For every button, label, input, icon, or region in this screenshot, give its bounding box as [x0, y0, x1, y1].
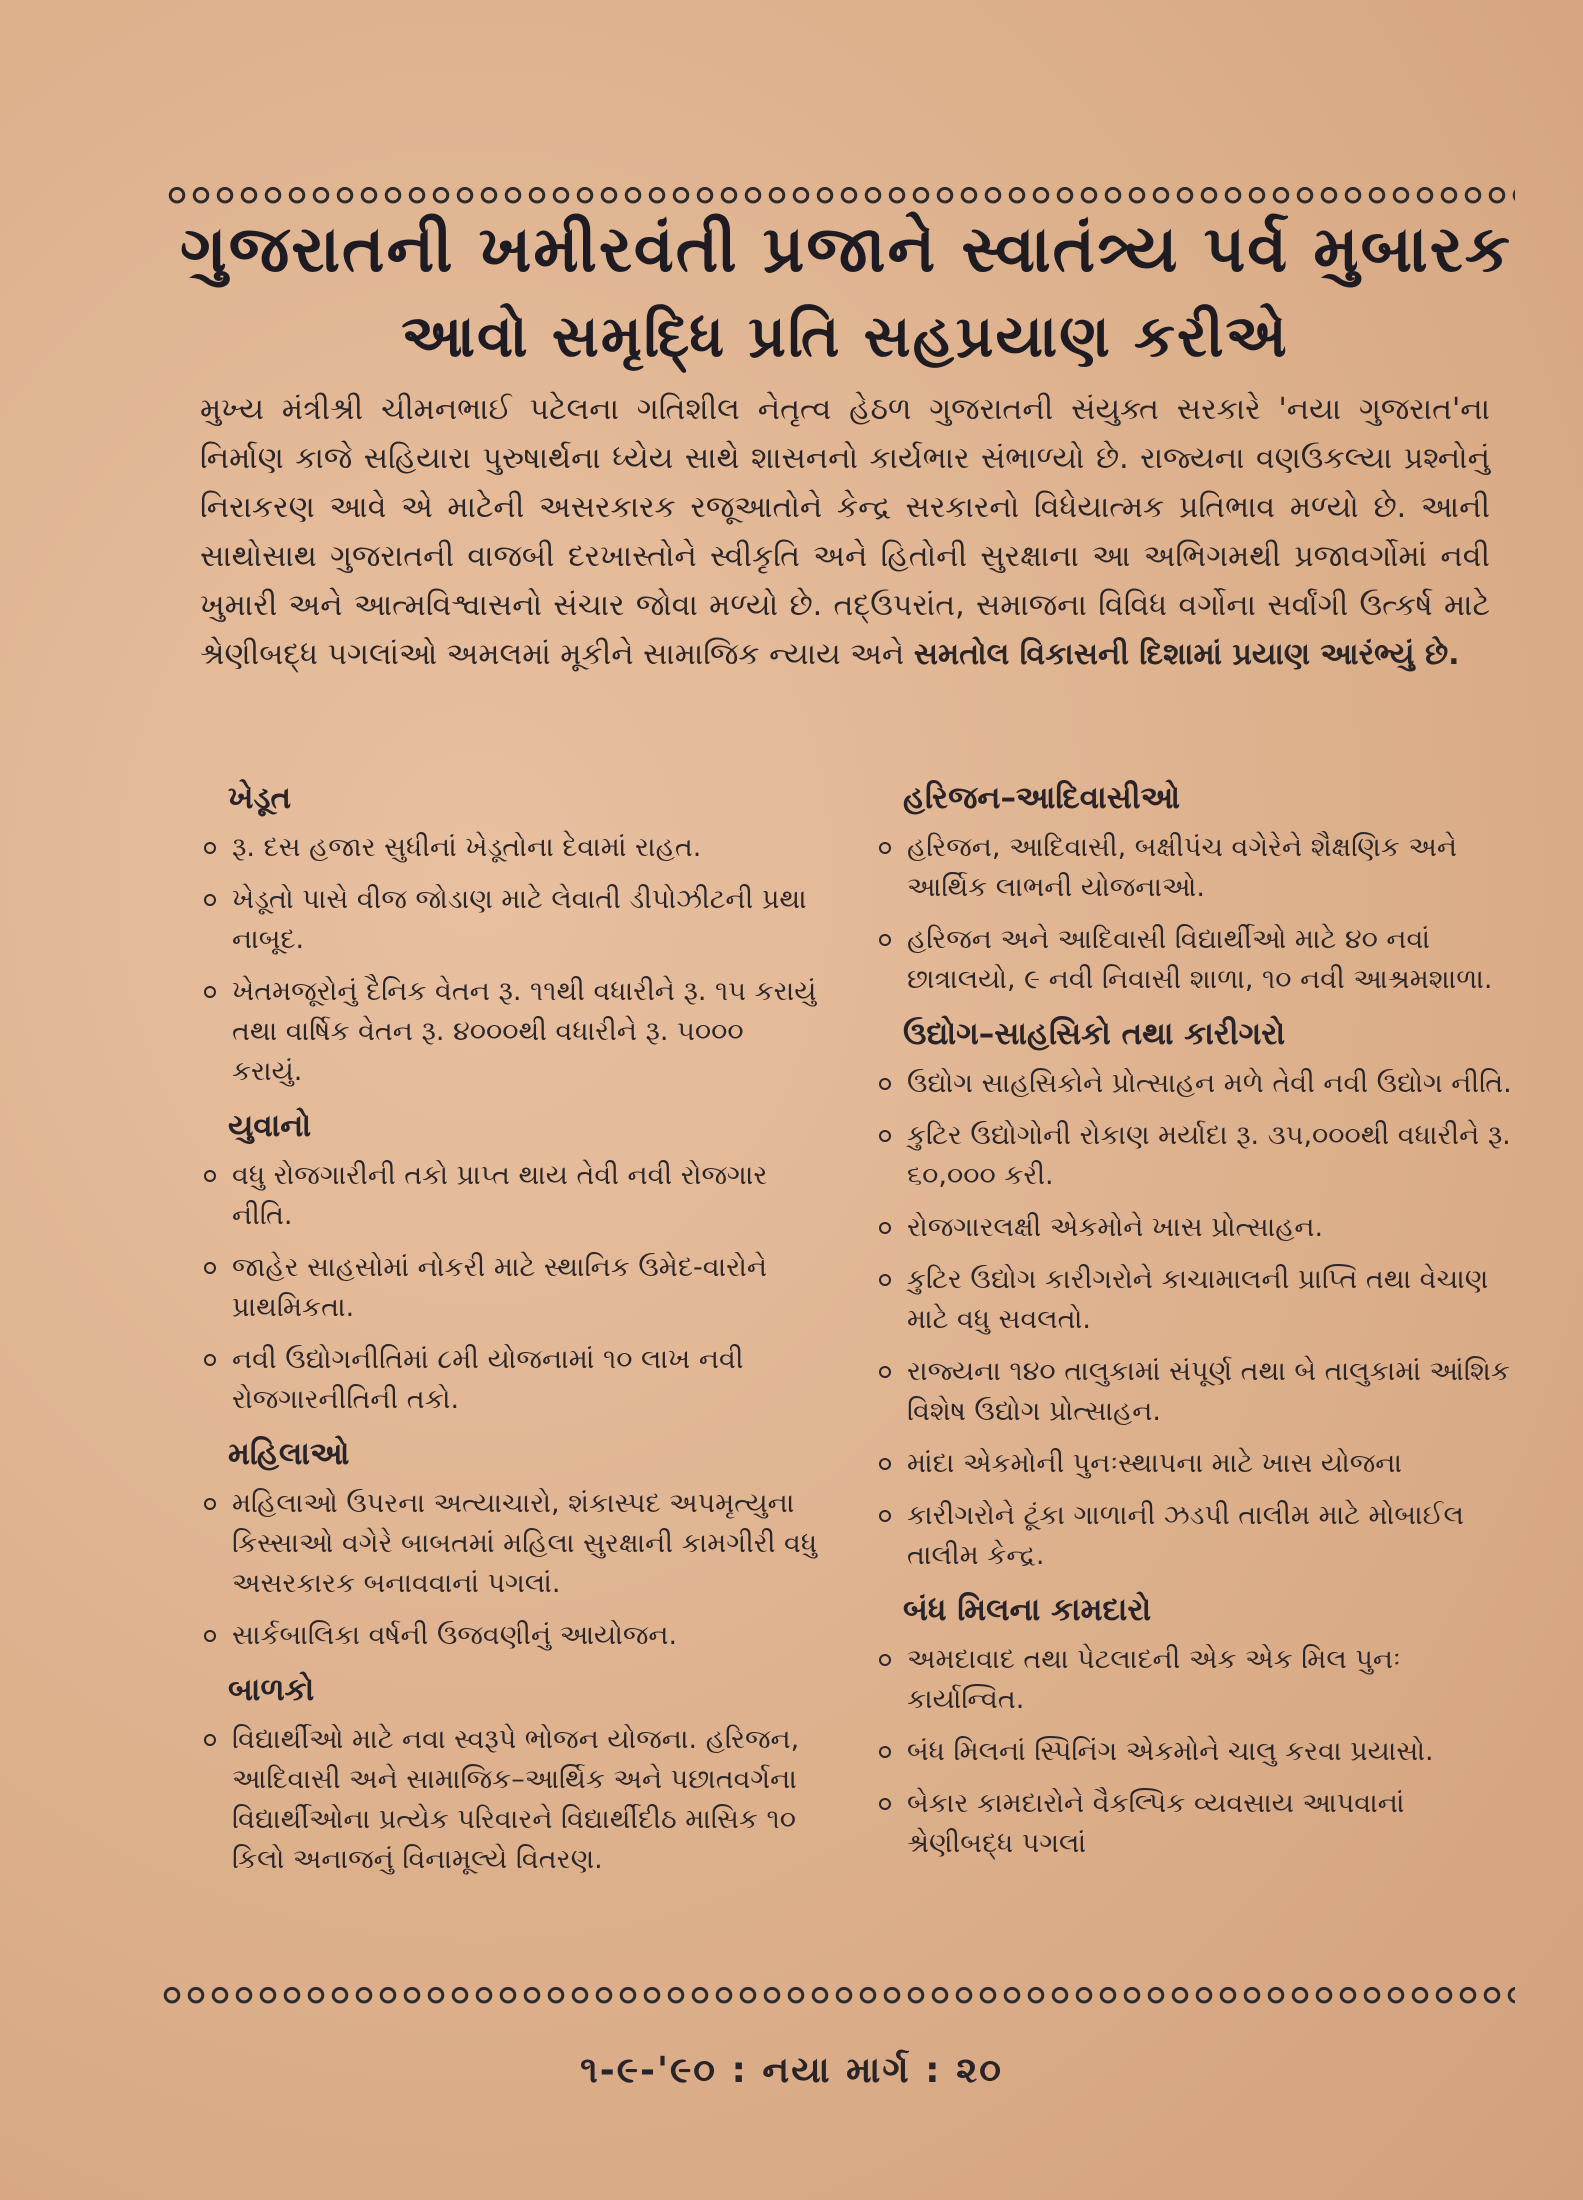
bullet-icon: [204, 1734, 216, 1746]
right-column: [875, 778, 1515, 1878]
intro-tail: સમતોલ વિકાસની દિશામાં પ્રયાણ આરંભ્યું છે.: [913, 637, 1460, 672]
bullet-icon: [879, 1458, 891, 1470]
list-item-text: સાર્કબાલિકા વર્ષની ઉજવણીનું આયોજન.: [232, 1620, 678, 1651]
list-item: [875, 920, 1515, 1000]
page-footer: ૧-૯-'૯૦ : નયા માર્ગ : ૨૦: [580, 2050, 1003, 2091]
section-title: મહિલાઓ: [228, 1436, 350, 1472]
intro-paragraph: [200, 385, 1490, 679]
list-item-text: નવી ઉદ્યોગનીતિમાં ૮મી યોજનામાં ૧૦ લાખ નવી રોજગારનીતિની તકો.: [232, 1344, 744, 1415]
list-item-text: કુટિર ઉદ્યોગોની રોકાણ મર્યાદા રૂ. ૩૫,૦૦૦થી વધારીને રૂ. ૬૦,૦૦૦ કરી.: [907, 1120, 1511, 1191]
section: [875, 778, 1515, 1000]
list-item-text: બંધ મિલનાં સ્પિનિંગ એકમોને ચાલુ કરવા પ્રયાસો.: [907, 1736, 1434, 1767]
bullet-icon: [879, 842, 891, 854]
bullet-icon: [204, 1498, 216, 1510]
list-item-text: કુટિર ઉદ્યોગ કારીગરોને કાચામાલની પ્રાપ્તિ તથા વેચાણ માટે વધુ સવલતો.: [907, 1264, 1489, 1335]
list-item: [200, 828, 820, 868]
list-item: [875, 1260, 1515, 1340]
list-item: [200, 1616, 820, 1656]
bullet-icon: [204, 1170, 216, 1182]
bullet-icon: [879, 1746, 891, 1758]
list-item-text: રાજ્યના ૧૪૦ તાલુકામાં સંપૂર્ણ તથા બે તાલુકામાં આંશિક વિશેષ ઉદ્યોગ પ્રોત્સાહન.: [907, 1356, 1510, 1427]
section: [200, 778, 820, 1092]
headline-line-1: ગુજરાતની ખમીરવંતી પ્રજાને સ્વાતંત્ર્ય પર્વ મુબારક: [180, 212, 1512, 287]
list-item: [200, 1720, 820, 1880]
list-item: [875, 1352, 1515, 1432]
list-item-text: બેકાર કામદારોને વૈકલ્પિક વ્યવસાય આપવાનાં શ્રેણીબદ્ધ પગલાં: [907, 1788, 1405, 1859]
section: [875, 1014, 1515, 1576]
decorative-border-top: [165, 182, 1515, 206]
list-item-text: રૂ. દસ હજાર સુધીનાં ખેડૂતોના દેવામાં રાહત.: [232, 832, 702, 863]
bullet-icon: [879, 934, 891, 946]
section-title: ઉદ્યોગ–સાહસિકો તથા કારીગરો: [903, 1016, 1286, 1052]
list-item-text: જાહેર સાહસોમાં નોકરી માટે સ્થાનિક ઉમેદ-વારોને પ્રાથમિકતા.: [232, 1252, 767, 1323]
list-item: [875, 1496, 1515, 1576]
list-item: [875, 1116, 1515, 1196]
list-item: [875, 1208, 1515, 1248]
list-item-text: ખેડૂતો પાસે વીજ જોડાણ માટે લેવાતી ડીપોઝીટની પ્રથા નાબૂદ.: [232, 884, 807, 955]
section-title: બાળકો: [228, 1672, 315, 1708]
list-item-text: ખેતમજૂરોનું દૈનિક વેતન રૂ. ૧૧થી વધારીને રૂ. ૧૫ કરાયું તથા વાર્ષિક વેતન રૂ. ૪૦૦૦થી વધારીને રૂ. ૫૦૦૦ કરાયું.: [232, 976, 817, 1087]
list-item: [200, 880, 820, 960]
section-title: હરિજન–આદિવાસીઓ: [903, 780, 1181, 816]
list-item-text: કારીગરોને ટૂંકા ગાળાની ઝડપી તાલીમ માટે મોબાઈલ તાલીમ કેન્દ્ર.: [907, 1500, 1464, 1571]
list-item: [200, 1156, 820, 1236]
bullet-icon: [879, 1654, 891, 1666]
section: [200, 1670, 820, 1880]
list-item-text: માંદા એકમોની પુનઃસ્થાપના માટે ખાસ યોજના: [907, 1448, 1403, 1479]
list-item: [875, 1640, 1515, 1720]
bullet-icon: [879, 1130, 891, 1142]
section-title: યુવાનો: [228, 1108, 312, 1144]
section: [200, 1106, 820, 1420]
list-item: [200, 1484, 820, 1604]
bullet-icon: [879, 1798, 891, 1810]
bullet-icon: [879, 1274, 891, 1286]
bullet-icon: [879, 1366, 891, 1378]
list-item-text: રોજગારલક્ષી એકમોને ખાસ પ્રોત્સાહન.: [907, 1212, 1324, 1243]
list-item-text: હરિજન અને આદિવાસી વિદ્યાર્થીઓ માટે ૪૦ નવાં છાત્રાલયો, ૯ નવી નિવાસી શાળા, ૧૦ નવી આશ્રમશાળા.: [907, 924, 1493, 995]
list-item: [875, 1064, 1515, 1104]
list-item: [200, 1340, 820, 1420]
bullet-icon: [204, 894, 216, 906]
section: [200, 1434, 820, 1656]
section-title: ખેડૂત: [228, 780, 292, 816]
list-item-text: વિદ્યાર્થીઓ માટે નવા સ્વરૂપે ભોજન યોજના. હરિજન, આદિવાસી અને સામાજિક–આર્થિક અને પછાતવર્ગના વિદ્યાર્થીઓના પ્રત્યેક પરિવારને વિદ્યાર્થીદીઠ માસિક ૧૦ કિલો અનાજનું વિનામૂલ્યે વિતરણ.: [232, 1724, 800, 1875]
left-column: [200, 778, 820, 1894]
list-item: [875, 1444, 1515, 1484]
intro-text: મુખ્ય મંત્રીશ્રી ચીમનભાઈ પટેલના ગતિશીલ નેતૃત્વ હેઠળ ગુજરાતની સંયુક્ત સરકારે 'નયા ગુજરાત'ના નિર્માણ કાજે સહિયારા પુરુષાર્થના ધ્યેય સાથે શાસનનો કાર્યભાર સંભાળ્યો છે. રાજ્યના વણઉકલ્યા પ્રશ્નોનું નિરાકરણ આવે એ માટેની અસરકારક રજૂઆતોને કેન્દ્ર સરકારનો વિધેયાત્મક પ્રતિભાવ મળ્યો છે. આની સાથોસાથ ગુજરાતની વાજબી દરખાસ્તોને સ્વીકૃતિ અને હિતોની સુરક્ષાના આ અભિગમથી પ્રજાવર્ગોમાં નવી ખુમારી અને આત્મવિશ્વાસનો સંચાર જોવા મળ્યો છે. તદ્ઉપરાંત, સમાજના વિવિધ વર્ગોના સર્વાંગી ઉત્કર્ષ માટે શ્રેણીબદ્ધ પગલાંઓ અમલમાં મૂકીને સામાજિક ન્યાય અને: [200, 392, 1490, 672]
decorative-border-bottom: [160, 1982, 1515, 2006]
list-item: [200, 1248, 820, 1328]
bullet-icon: [204, 1262, 216, 1274]
bullet-icon: [204, 986, 216, 998]
list-item: [875, 828, 1515, 908]
bullet-icon: [204, 1354, 216, 1366]
section-title: બંધ મિલના કામદારો: [903, 1592, 1152, 1628]
list-item-text: મહિલાઓ ઉપરના અત્યાચારો, શંકાસ્પદ અપમૃત્યુના કિસ્સાઓ વગેરે બાબતમાં મહિલા સુરક્ષાની કામગીરી વધુ અસરકારક બનાવવાનાં પગલાં.: [232, 1488, 818, 1599]
list-item-text: વધુ રોજગારીની તકો પ્રાપ્ત થાય તેવી નવી રોજગાર નીતિ.: [232, 1160, 768, 1231]
list-item: [875, 1732, 1515, 1772]
list-item: [200, 972, 820, 1092]
list-item-text: ઉદ્યોગ સાહસિકોને પ્રોત્સાહન મળે તેવી નવી ઉદ્યોગ નીતિ.: [907, 1068, 1512, 1099]
bullet-icon: [879, 1078, 891, 1090]
bullet-icon: [879, 1222, 891, 1234]
list-item-text: હરિજન, આદિવાસી, બક્ષીપંચ વગેરેને શૈક્ષણિક અને આર્થિક લાભની યોજનાઓ.: [907, 832, 1458, 903]
bullet-icon: [879, 1510, 891, 1522]
bullet-icon: [204, 1630, 216, 1642]
section: [875, 1590, 1515, 1864]
list-item-text: અમદાવાદ તથા પેટલાદની એક એક મિલ પુનઃ કાર્યાન્વિત.: [907, 1644, 1401, 1715]
list-item: [875, 1784, 1515, 1864]
headline-line-2: આવો સમૃદ્ધિ પ્રતિ સહપ્રયાણ કરીએ: [401, 302, 1289, 370]
bullet-icon: [204, 842, 216, 854]
